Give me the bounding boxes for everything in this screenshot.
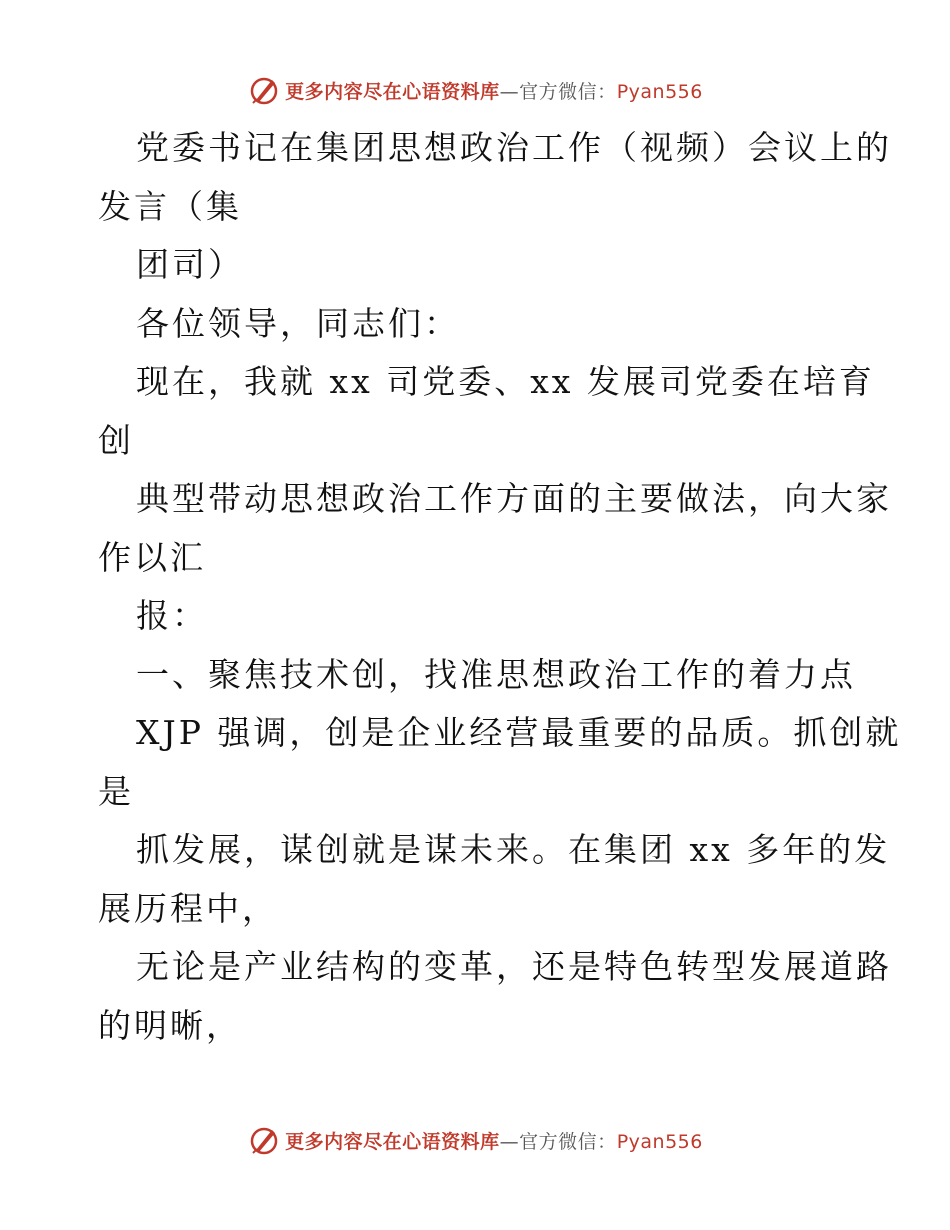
banner-main-text: 更多内容尽在心语资料库 bbox=[285, 1130, 500, 1153]
text-line: 团司） bbox=[136, 245, 244, 284]
header-banner bbox=[0, 70, 950, 110]
text-line: 现在，我就 xx 司党委、xx 发展司党委在培育 bbox=[136, 362, 875, 401]
footer-banner bbox=[0, 1120, 950, 1160]
banner-separator: — bbox=[499, 80, 520, 103]
text-line: 展历程中， bbox=[98, 888, 278, 928]
text-line: 的明晰， bbox=[98, 1005, 242, 1045]
banner-wechat-id: Pyan556 bbox=[616, 80, 703, 103]
banner-text bbox=[285, 77, 703, 104]
banner-wechat-label: 官方微信： bbox=[519, 80, 617, 103]
banner-main-text: 更多内容尽在心语资料库 bbox=[285, 80, 500, 103]
text-line: 发言（集 bbox=[98, 186, 242, 226]
text-line: XJP 强调，创是企业经营最重要的品质。抓创就 bbox=[136, 713, 902, 752]
banner-separator: — bbox=[499, 1130, 520, 1153]
text-line: 典型带动思想政治工作方面的主要做法，向大家 bbox=[136, 479, 892, 518]
text-line: 创 bbox=[98, 420, 134, 460]
text-line: 报： bbox=[136, 596, 208, 635]
text-line: 是 bbox=[98, 771, 134, 811]
text-line: 党委书记在集团思想政治工作（视频）会议上的 bbox=[136, 128, 892, 167]
section-heading: 一、聚焦技术创，找准思想政治工作的着力点 bbox=[136, 654, 856, 694]
banner-text bbox=[285, 1127, 703, 1154]
banner-wechat-label: 官方微信： bbox=[519, 1130, 617, 1153]
text-line: 无论是产业结构的变革，还是特色转型发展道路 bbox=[136, 947, 892, 986]
quill-pen-logo-icon bbox=[247, 1123, 281, 1157]
text-line: 作以汇 bbox=[98, 537, 206, 577]
text-line: 抓发展，谋创就是谋未来。在集团 xx 多年的发 bbox=[136, 830, 891, 869]
banner-wechat-id: Pyan556 bbox=[616, 1130, 703, 1153]
quill-pen-logo-icon bbox=[247, 73, 281, 107]
document-body bbox=[98, 119, 902, 1055]
text-line: 各位领导，同志们： bbox=[136, 303, 460, 343]
